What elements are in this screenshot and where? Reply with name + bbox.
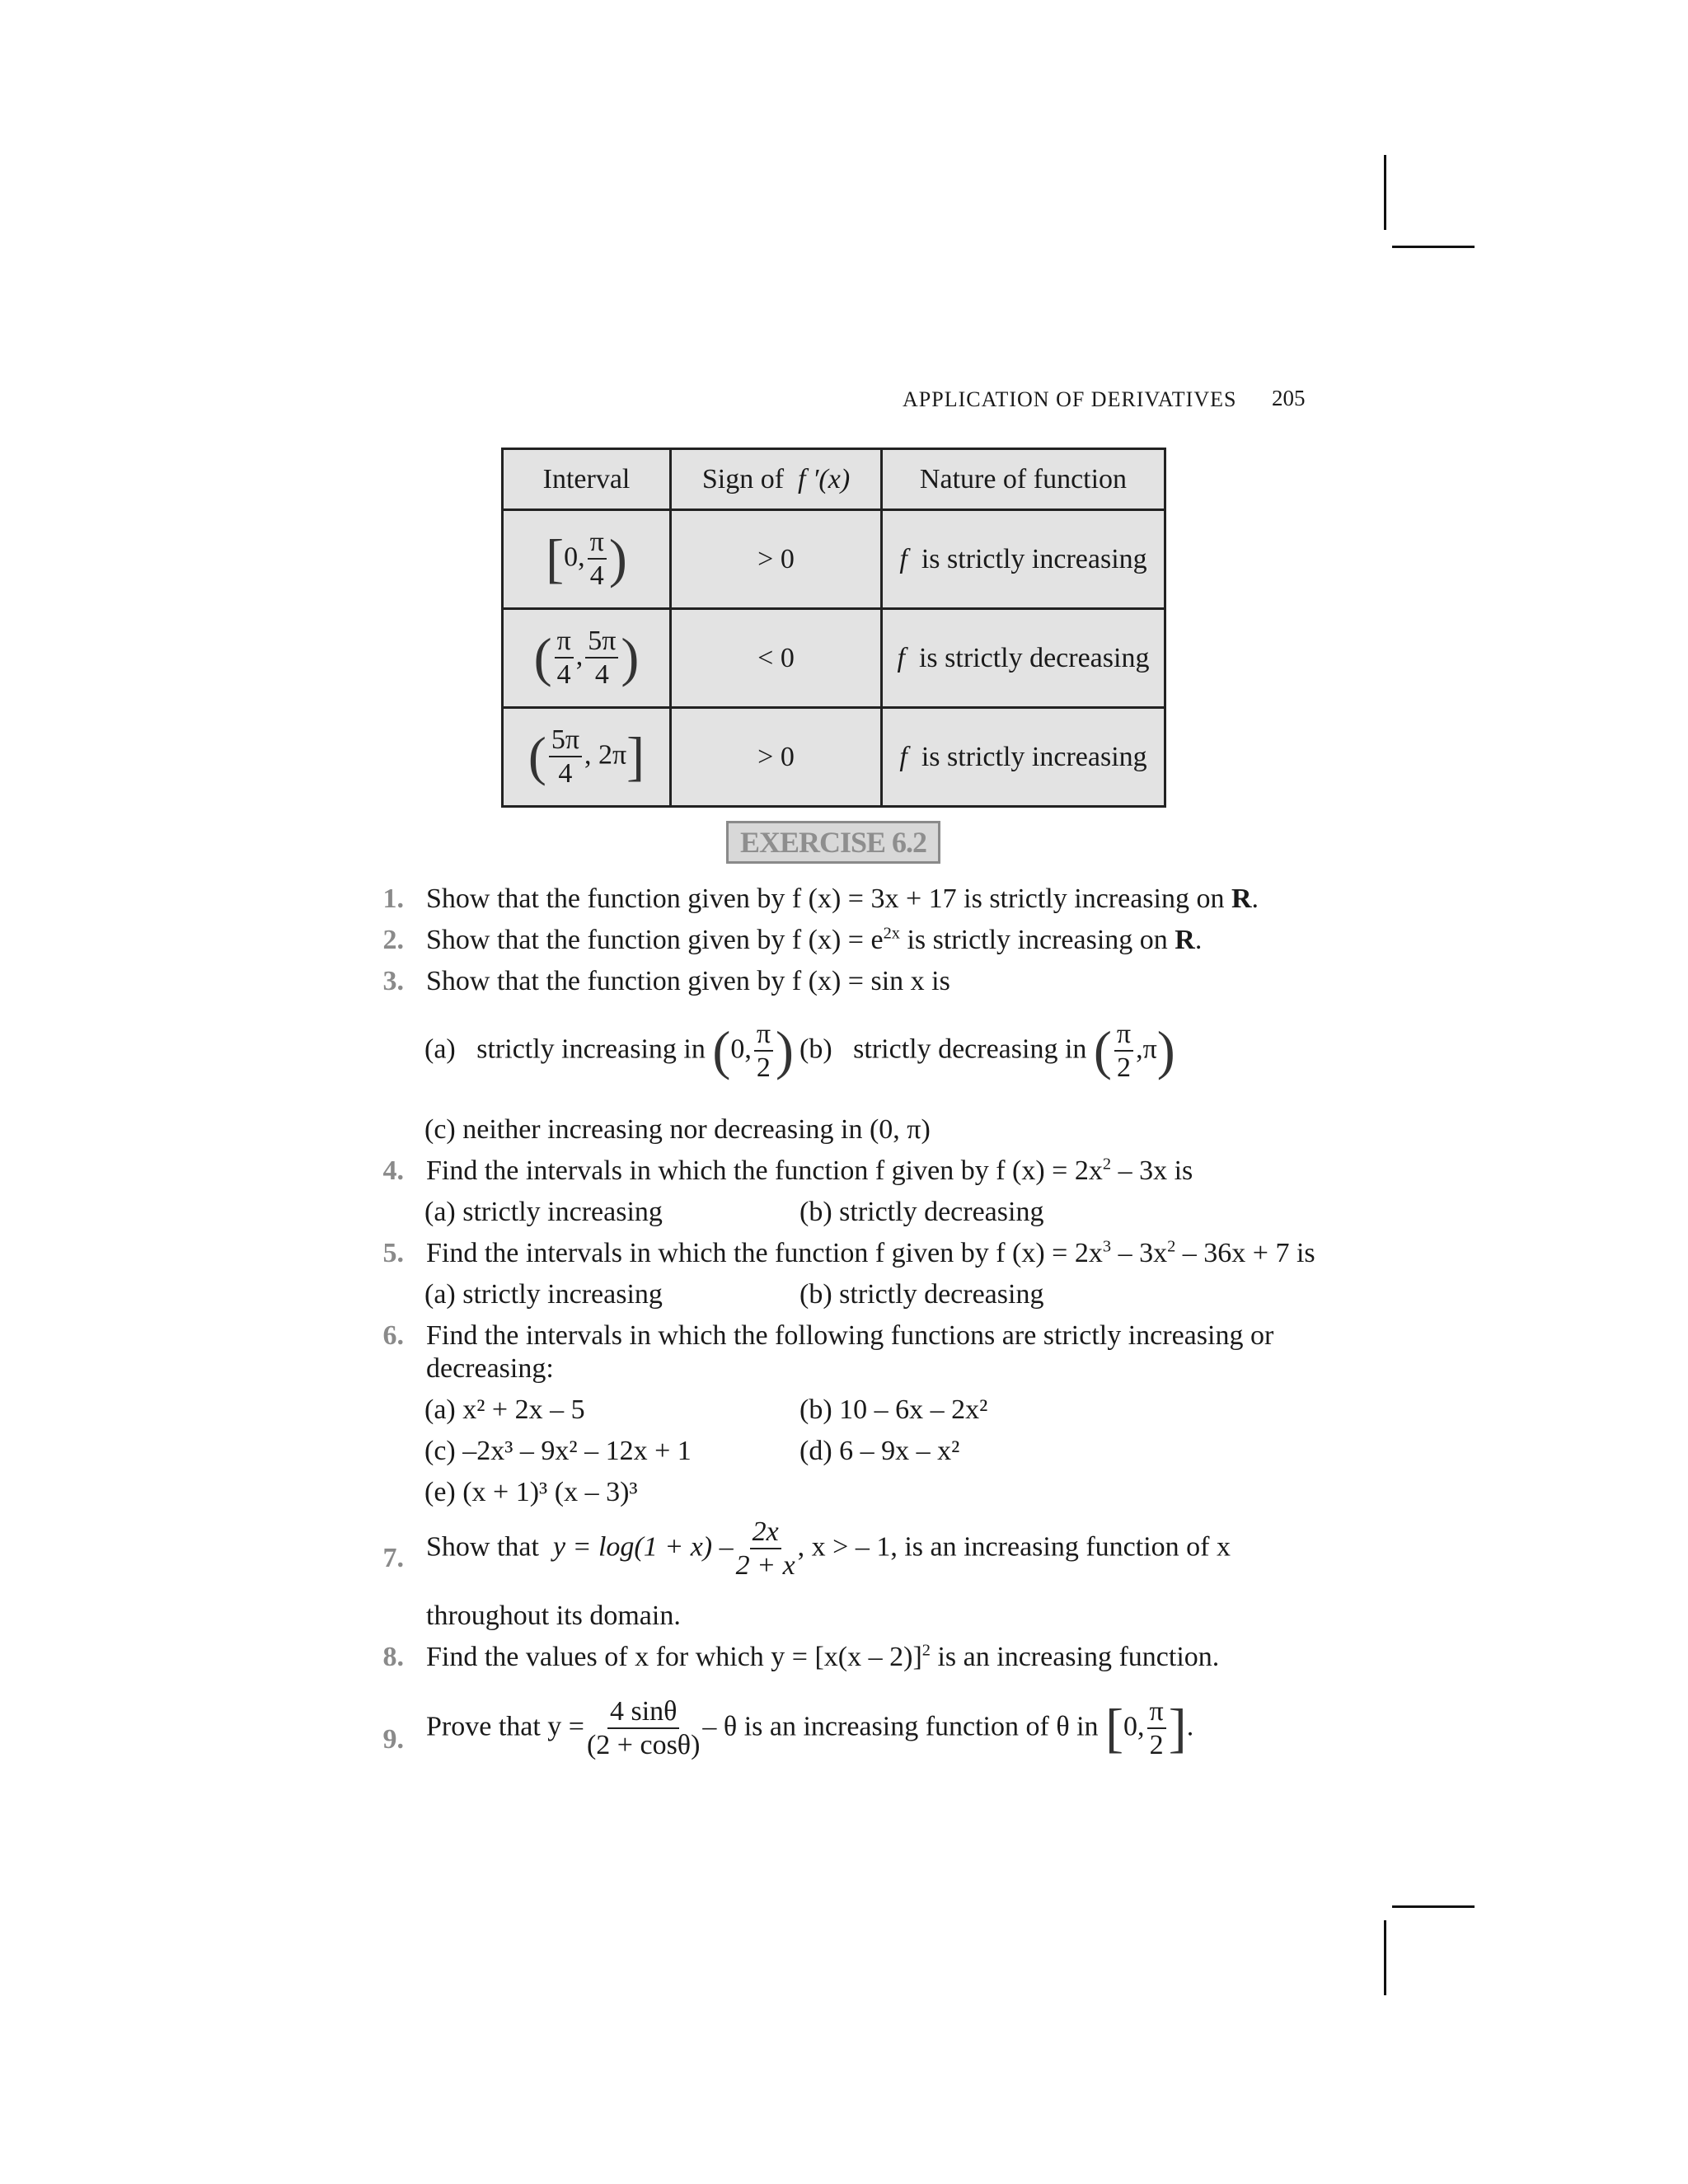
question-6-part-d: (d) 6 – 9x – x² [799,1436,960,1466]
question-number: 9. [382,1724,404,1755]
question-7-text: Show that y = log(1 + x) – $\frac{2x}{2 + x}$ , x > – 1, is an increasing function of x [426,1516,1231,1581]
col-header-sign: Sign of f ′(x) [671,449,882,510]
question-5-part-b: (b) strictly decreasing [799,1279,1044,1310]
question-4-part-b: (b) strictly decreasing [799,1197,1044,1227]
running-head: APPLICATION OF DERIVATIVES [903,387,1237,411]
question-3-text: Show that the function given by f (x) = sin x is [426,966,950,996]
crop-mark-top-horizontal [1392,246,1475,248]
question-6-part-e: (e) (x + 1)³ (x – 3)³ [424,1477,638,1507]
question-3-part-a: (a) strictly increasing in (0, $\frac{\pi}{2}$ ) [424,1019,794,1083]
interval-cell: ( $\frac{\pi}{4}$ , $\frac{5\pi}{4}$ ) [503,609,671,708]
question-7-text-cont: throughout its domain. [426,1601,681,1631]
question-2-text: Show that the function given by f $(x) = e^{2x}$ is strictly increasing on R. [426,924,1203,955]
nature-cell: f is strictly increasing [882,510,1165,609]
col-header-nature: Nature of function [882,449,1165,510]
question-6-part-b: (b) 10 – 6x – 2x² [799,1394,988,1425]
question-6-text-cont: decreasing: [426,1353,554,1384]
sign-cell: > 0 [671,708,882,807]
question-1-text: Show that the function given by f (x) = 3x + 17 is strictly increasing on R. [426,883,1259,914]
table-header-row [503,449,1165,510]
question-8-text: Find the values of x for which y = [x(x – 2)]$^2$ is an increasing function. [426,1641,1220,1672]
question-6-part-a: (a) x² + 2x – 5 [424,1394,585,1425]
interval-cell: ( $\frac{5\pi}{4}$ , 2π] [503,708,671,807]
sign-cell: < 0 [671,609,882,708]
exercise-title: EXERCISE 6.2 [726,821,940,864]
question-5-text: Find the intervals in which the function f given by f $(x) = 2x^3 - 3x^2 - 36x + 7$ is [426,1237,1315,1268]
question-number: 5. [382,1238,404,1268]
question-number: 2. [382,925,404,955]
page-number: 205 [1272,386,1306,410]
question-6-text: Find the intervals in which the following functions are strictly increasing or [426,1320,1274,1351]
crop-mark-bottom-horizontal [1392,1905,1475,1908]
question-3-part-c: (c) neither increasing nor decreasing in (0, π) [424,1114,931,1145]
crop-mark-bottom-vertical [1384,1920,1386,1995]
question-5-part-a: (a) strictly increasing [424,1279,663,1310]
question-number: 1. [382,883,404,914]
crop-mark-top-vertical [1384,155,1386,230]
question-4-text: Find the intervals in which the function f given by f $(x) = 2x^2 - 3x$ is [426,1155,1193,1186]
col-header-interval: Interval [503,449,671,510]
interval-cell: [0, $\frac{\pi}{4}$ ) [503,510,671,609]
question-9-text: Prove that y = $\frac{4 \sin\theta}{(2 + \cos\theta)}$ – θ is an increasing function of θ in [0, $\frac{\pi}{2}$ ]. [426,1696,1194,1760]
question-4-part-a: (a) strictly increasing [424,1197,663,1227]
nature-cell: f is strictly increasing [882,708,1165,807]
question-number: 7. [382,1543,404,1573]
question-number: 4. [382,1155,404,1186]
question-3-part-b: (b) strictly decreasing in ( $\frac{\pi}{2}$ ,π) [799,1019,1175,1083]
table-row [503,708,1165,807]
table-row [503,510,1165,609]
table-row [503,609,1165,708]
sign-table [501,448,1166,808]
nature-cell: f is strictly decreasing [882,609,1165,708]
question-number: 3. [382,966,404,996]
question-6-part-c: (c) –2x³ – 9x² – 12x + 1 [424,1436,692,1466]
question-number: 8. [382,1642,404,1672]
sign-cell: > 0 [671,510,882,609]
question-number: 6. [382,1320,404,1351]
